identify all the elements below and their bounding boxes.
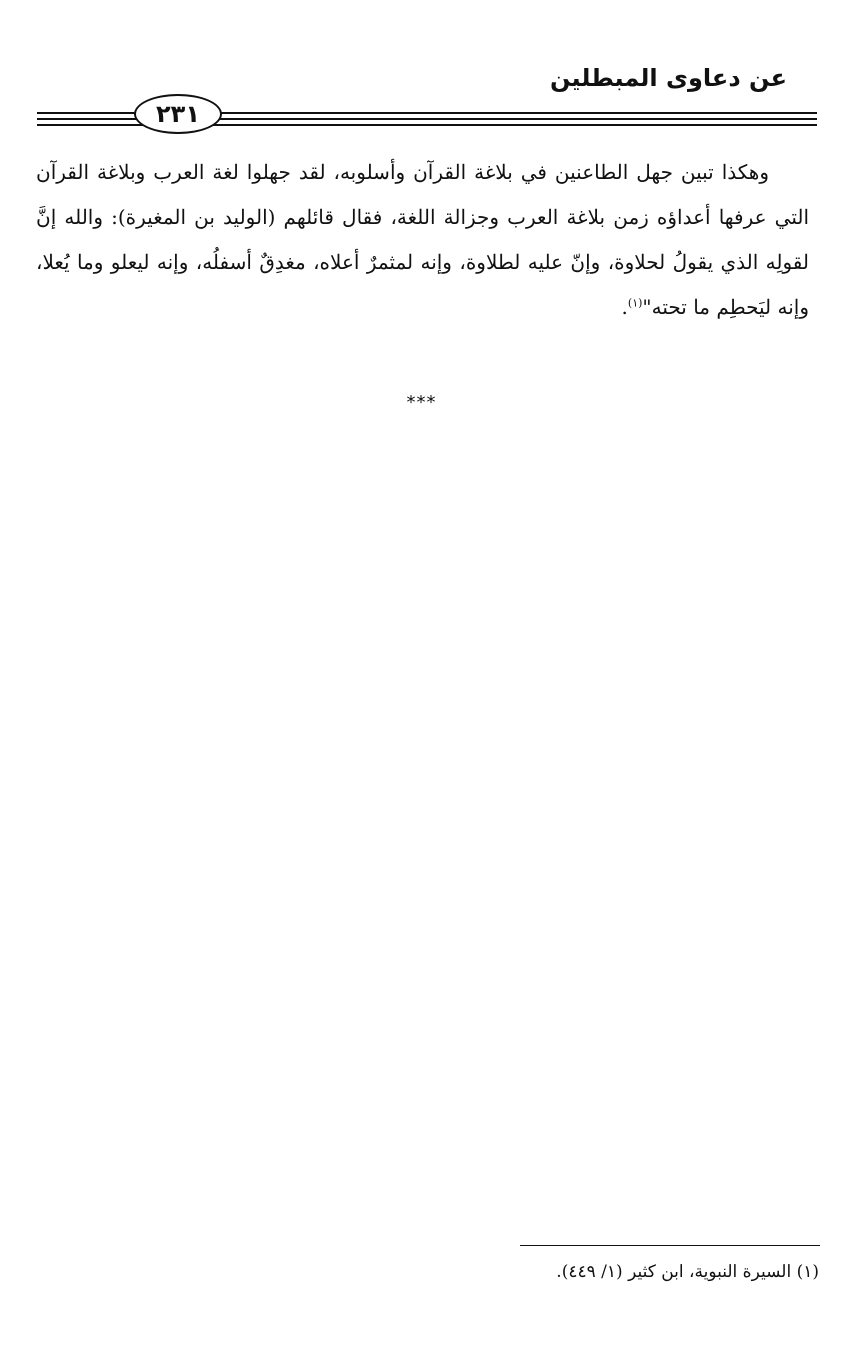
page-number: ٢٣١ [156,100,200,128]
text-line: وهكذا تبين جهل الطاعنين في بلاغة القرآن وأسلوبه، لقد جهلوا لغة [212,160,769,184]
text-line: قائلهم (الوليد بن المغيرة): والله إنَّ لقولِه الذي يقولُ لحلاوة، وإنّ عليه لطلاوة، [36,205,810,274]
text-line: وإنه لمثمرٌ أعلاه، مغدِقٌ أسفلُه، وإنه ليعلو وما يُعلا، وإنه ليَحطِم ما تحته" [36,250,809,319]
footnote: (١) السيرة النبوية، ابن كثير (١/ ٤٤٩). [556,1262,819,1282]
paragraph: وهكذا تبين جهل الطاعنين في بلاغة القرآن وأسلوبه، لقد جهلوا لغة العرب وبلاغة القرآن التي عرفها أعداؤه زمن بلاغة العرب وجزالة اللغة، فقال قائلهم (الوليد بن المغيرة): والله إنَّ لقولِه الذي يقولُ لحلاوة، وإنّ عليه لطلاوة، وإنه لمثمرٌ أعلاه، مغدِقٌ أسفلُه، وإنه ليعلو وما يُعلا، وإنه ليَحطِم ما تحته"$^{(١)}$. [36,160,810,319]
text-line: العرب وبلاغة القرآن التي عرفها أعداؤه زمن بلاغة العرب وجزالة اللغة، فقال [36,160,810,229]
running-header-title: عن دعاوى المبطلين [549,64,787,92]
footnote-rule [520,1245,820,1246]
main-paragraph [36,150,809,330]
footnote-reference: (١) [627,296,643,310]
section-separator: *** [406,392,437,413]
page-number-badge [134,94,222,134]
